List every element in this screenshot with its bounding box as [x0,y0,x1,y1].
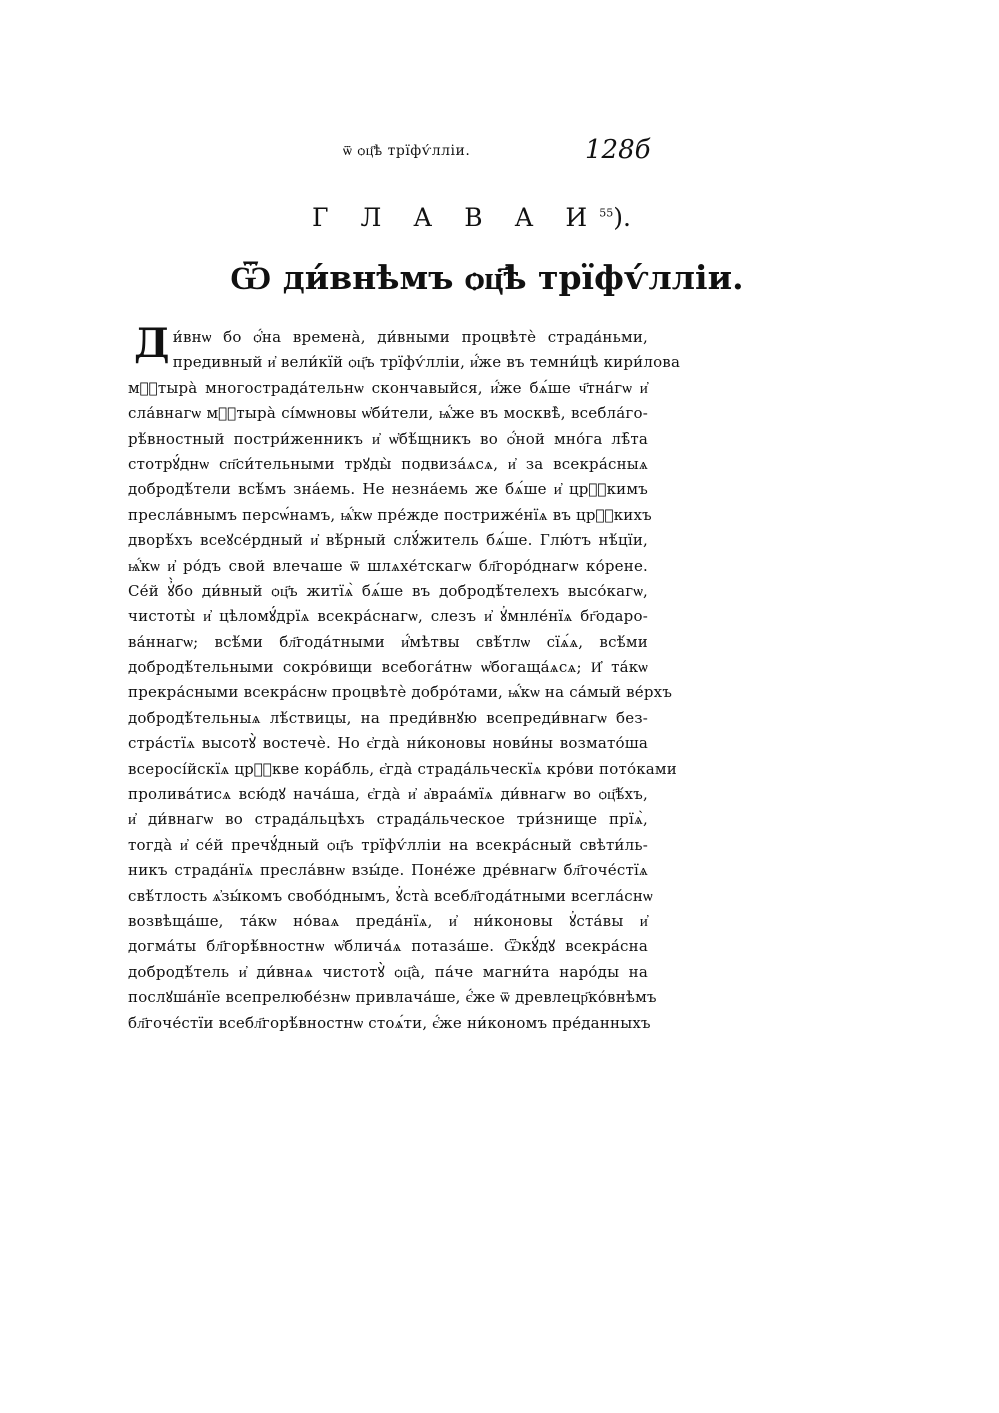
text-line: догма́ты бл҃горѣ́вностнѡ ѡ҆блича́ѧ потаза́ше. Ѿкꙋ́дꙋ всекра́сна [128,937,648,956]
running-title: ѿ ѻц҃ѣ трїфѵ́лліи. [343,143,471,159]
text-line: возвѣща́ше, та́кѡ но́ваѧ преда́нїѧ, и҆ ни́коновы ꙋ҆ста́вы и҆ [128,911,648,930]
chapter-heading [312,203,631,232]
text-line: прекра́сными всекра́снѡ процвѣтѐ добро́тами, ѩ҆́кѡ на са́мый ве́рхъ [128,683,673,702]
footnote-ref: 55 [599,206,614,220]
text-line: тогда̀ и҆ се́й пречꙋ́дный ѻц҃ъ трїфѵ́лліи на всекра́сный свѣти́ль- [128,835,648,854]
text-line: рѣ́вностный постри́женникъ и҆ ѡ҆бѣ́щникъ во ѻ҆́ной мно́га лѣ̑та [128,429,648,448]
text-line: предивный и҆ вели́кїй ѻц҃ъ трїфѵ́лліи, и҆́же въ темни́цѣ кири́лова [172,353,681,372]
text-line: Ди́внѡ бо ѻ҆́на времена̀, ди́вными процвѣтѐ страда́ньми, [134,320,648,367]
text-line: чистоты̀ и҆ цѣломꙋ́дрїѧ всекра́снагѡ, слезъ и҆ ꙋ҆мнле́нїѧ бг҃одаро- [128,607,648,626]
text-line: мⷭ҇тыра̀ многострада́тельнѡ скончавыйся, и҆́же бѧ́ше ч҃тна́гѡ и҆ [128,378,648,397]
text-line: добродѣ́тельными сокро́вищи всебога́тнѡ ѡ҆богаща́ѧсѧ; И҆ та́кѡ [128,658,648,677]
chapter-label: Г Л А В А И [312,203,600,232]
text-line: всеросі́йскїѧ црⷭ҇кве кора́бль, є҆гда̀ страда́льческїѧ кро́ви пото́ками [128,759,677,778]
text-line: стра́стїѧ высотꙋ̀ востечѐ. Но є҆гда̀ ни́коновы нови́ны возмато́ша [128,734,648,753]
text-line: бл҃гоче́стїи всебл҃горѣ́вностнѡ стоѧ́ти, є҆́же ни́кономъ пре́данныхъ [128,1013,651,1032]
text-line: добродѣ́тели всѣ́мъ зна́емь. Не незна́емь же бѧ́ше и҆ црⷭ҇кимъ [128,480,648,499]
chapter-paren: ). [613,203,631,232]
folio-number: 128б [585,135,651,165]
text-line: добродѣ́тель и҆ ди́внаѧ чистотꙋ̀ ѻц҃а̀, па́че магни́та наро́ды на [128,962,648,981]
chapter-title: Ѿ ди́внѣмъ ѻц҃ѣ трїфѵ́лліи. [230,258,744,297]
text-line: и҆ ди́внагѡ во страда́льцѣхъ страда́льческое три́знище прїѧ̀, [128,810,648,829]
text-line: стотрꙋ́днѡ сп҃си́тельными трꙋды̀ подвиза́ѧсѧ, и҆ за всекра́сныѧ [128,454,648,473]
text-line: послꙋша́нїе всепрелюбе́знѡ привлача́ше, є҆́же ѿ древлецр҃ко́внѣмъ [128,988,657,1007]
text-line: свѣ́тлость ѧ҆зы́комъ свобо́днымъ, ꙋ҆ста̀ всебл҃года́тными всегла́снѡ [128,886,653,905]
text-line: сла́внагѡ мⷭ҇тыра̀ сі́мѡновы ѡ҆би́тели, ѩ҆́же въ москвѣ̀, всебла́го- [128,404,648,423]
text-line: никъ страда́нїѧ пресла́внѡ взы́де. Поне́же дре́внагѡ бл҃гоче́стїѧ [128,861,648,880]
text-line: добродѣ́тельныѧ лѣ́ствицы, на преди́внꙋю всепреди́внагѡ без- [128,708,648,727]
body-text [128,320,681,1036]
text-line: ва́ннагѡ; всѣ́ми бл҃года́тными и҆́мѣтвы свѣ́тлѡ сїѧ́ѧ, всѣ́ми [128,632,648,651]
text-line: дворѣ́хъ всеꙋсе́рдный и҆ вѣ́рный слꙋ́житель бѧ́ше. Глю́тъ нѣ́цїи, [128,531,648,550]
text-line: пролива́тисѧ всю́дꙋ нача́ша, є҆гда̀ и҆ а҆враа́мїѧ ди́внагѡ во ѻц҃ѣ́хъ, [128,785,648,804]
text-line: пресла́внымъ персѡ́намъ, ѩ҆́кѡ пре́жде постриже́нїѧ въ црⷭ҇кихъ [128,505,652,524]
text-line: Се́й ꙋ҆̀бо ди́вный ѻц҃ъ житїѧ̀ бѧ́ше въ добродѣ́телехъ высо́кагѡ, [128,581,648,600]
drop-cap: Д [134,320,170,367]
text-line: ѩ҆́кѡ и҆ ро́дъ свой влечаше ѿ шлѧхе́тскагѡ бл҃горо́днагѡ ко́рене. [128,556,648,575]
